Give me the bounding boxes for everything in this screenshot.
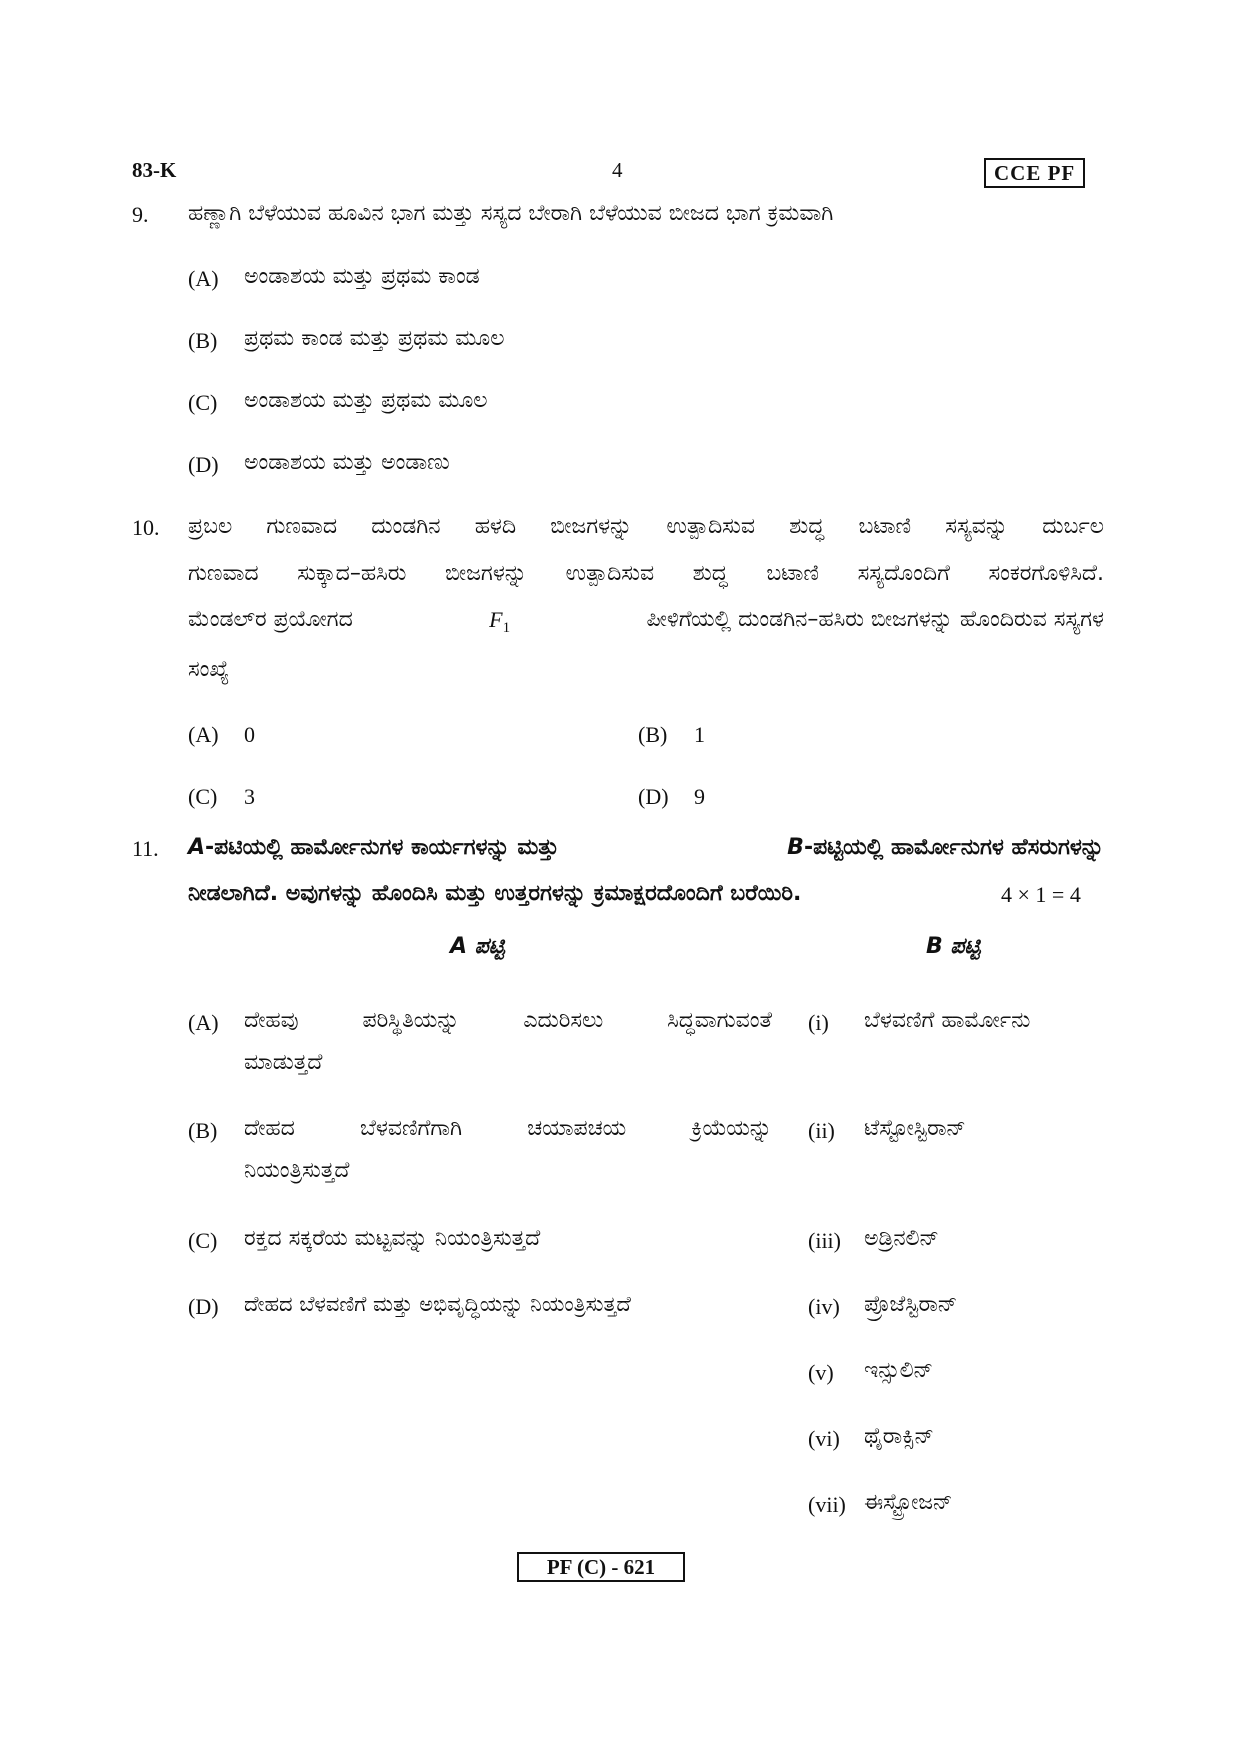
list-b-item-ii-text: ಟೆಸ್ಟೋಸ್ಟಿರಾನ್ (864, 1116, 966, 1141)
list-a-item-a-line-1: ದೇಹವು ಪರಿಸ್ಥಿತಿಯನ್ನು ಎದುರಿಸಲು ಸಿದ್ಧವಾಗುವಂತೆ (244, 1008, 772, 1033)
list-a-item-b-line-1: ದೇಹದ ಬೆಳವಣಿಗೆಗಾಗಿ ಚಯಾಪಚಯ ಕ್ರಿಯೆಯನ್ನು (244, 1116, 772, 1141)
q10-option-c-label: (C) (188, 784, 218, 809)
q10-line-3-pre: ಮೆಂಡಲ್‌ರ ಪ್ರಯೋಗದ (188, 607, 353, 632)
list-b-item-vi-text: ಥೈರಾಕ್ಸಿನ್ (864, 1424, 934, 1449)
q11-line-1-end: -ಪಟ್ಟಿಯಲ್ಲಿ ಹಾರ್ಮೋನುಗಳ ಹೆಸರುಗಳನ್ನು (803, 835, 1104, 860)
q9-option-d-label: (D) (188, 452, 219, 477)
list-b-item-v-label: (v) (808, 1360, 834, 1385)
q11-line-1-right (787, 826, 1104, 870)
q9-text: ಹಣ್ಣಾಗಿ ಬೆಳೆಯುವ ಹೂವಿನ ಭಾಗ ಮತ್ತು ಸಸ್ಯದ ಬೇರಾಗಿ ಬೆಳೆಯುವ ಬೀಜದ ಭಾಗ ಕ್ರಮವಾಗಿ (188, 201, 834, 226)
q10-line-2: ಗುಣವಾದ ಸುಕ್ಕಾದ–ಹಸಿರು ಬೀಜಗಳನ್ನು ಉತ್ಪಾದಿಸುವ ಶುದ್ಧ ಬಟಾಣಿ ಸಸ್ಯದೊಂದಿಗೆ ಸಂಕರಗೊಳಿಸಿದೆ. (188, 561, 1104, 586)
q11-line-1-left (188, 826, 559, 870)
q9-option-b-text: ಪ್ರಥಮ ಕಾಂಡ ಮತ್ತು ಪ್ರಥಮ ಮೂಲ (244, 326, 505, 351)
q10-line-4: ಸಂಖ್ಯೆ (188, 657, 230, 682)
list-b-item-i-text: ಬೆಳವಣಿಗೆ ಹಾರ್ಮೋನು (864, 1008, 1031, 1033)
list-b-item-vi-label: (vi) (808, 1426, 840, 1451)
q10-line-1: ಪ್ರಬಲ ಗುಣವಾದ ದುಂಡಗಿನ ಹಳದಿ ಬೀಜಗಳನ್ನು ಉತ್ಪಾದಿಸುವ ಶುದ್ಧ ಬಟಾಣಿ ಸಸ್ಯವನ್ನು ದುರ್ಬಲ (188, 514, 1104, 539)
list-b-item-vii-text: ಈಸ್ಟ್ರೋಜನ್ (864, 1490, 953, 1515)
page-number: 4 (612, 158, 623, 182)
q11-line-1 (188, 826, 1104, 870)
series-badge: CCE PF (984, 158, 1085, 188)
list-a-ref: A (188, 835, 206, 860)
q10-option-a-label: (A) (188, 722, 219, 747)
q11-marks: 4 × 1 = 4 (1001, 882, 1081, 907)
list-a-item-b-line-2: ನಿಯಂತ್ರಿಸುತ್ತದೆ (244, 1158, 350, 1183)
q10-option-b-value: 1 (694, 722, 705, 747)
q11-line-2: ನೀಡಲಾಗಿದೆ. ಅವುಗಳನ್ನು ಹೊಂದಿಸಿ ಮತ್ತು ಉತ್ತರಗಳನ್ನು ಕ್ರಮಾಕ್ಷರದೊಂದಿಗೆ ಬರೆಯಿರಿ. (188, 881, 802, 906)
q11-number: 11. (132, 836, 159, 861)
f1-symbol (489, 598, 510, 650)
list-b-item-i-label: (i) (808, 1010, 829, 1035)
q10-line-3-post: ಪೀಳಿಗೆಯಲ್ಲಿ ದುಂಡಗಿನ–ಹಸಿರು ಬೀಜಗಳನ್ನು ಹೊಂದಿರುವ ಸಸ್ಯಗಳ (646, 607, 1104, 632)
list-b-item-v-text: ಇನ್ಸುಲಿನ್ (864, 1358, 934, 1383)
paper-code: 83-K (132, 158, 177, 182)
list-a-item-d-line-1: ದೇಹದ ಬೆಳವಣಿಗೆ ಮತ್ತು ಅಭಿವೃದ್ಧಿಯನ್ನು ನಿಯಂತ್ರಿಸುತ್ತದೆ (244, 1292, 631, 1316)
q10-option-d-label: (D) (638, 784, 669, 809)
q9-number: 9. (132, 202, 149, 227)
list-b-item-iv-label: (iv) (808, 1294, 840, 1319)
q9-option-c-label: (C) (188, 390, 218, 415)
list-b-item-iii-label: (iii) (808, 1228, 841, 1253)
q10-option-d-value: 9 (694, 784, 705, 809)
q9-option-b-label: (B) (188, 328, 218, 353)
list-b-item-vii-label: (vii) (808, 1492, 846, 1517)
q11-line-1-part: -ಪಟಿಯಲ್ಲಿ ಹಾರ್ಮೋನುಗಳ ಕಾರ್ಯಗಳನ್ನು ಮತ್ತು (205, 835, 559, 860)
list-a-heading: A ಪಟ್ಟಿ (450, 934, 505, 959)
footer-code: PF (C) - 621 (517, 1552, 685, 1582)
q10-option-b-label: (B) (638, 722, 668, 747)
list-a-item-b-label: (B) (188, 1118, 218, 1143)
list-b-item-iv-text: ಪ್ರೊಜೆಸ್ಟಿರಾನ್ (864, 1292, 958, 1317)
q10-number: 10. (132, 515, 160, 540)
q10-option-a-value: 0 (244, 722, 255, 747)
list-a-item-a-line-2: ಮಾಡುತ್ತದೆ (244, 1050, 323, 1075)
q9-option-d-text: ಅಂಡಾಶಯ ಮತ್ತು ಅಂಡಾಣು (244, 450, 450, 475)
list-b-ref: B (787, 835, 804, 860)
q9-option-a-label: (A) (188, 266, 219, 291)
list-b-item-ii-label: (ii) (808, 1118, 835, 1143)
list-a-item-a-label: (A) (188, 1010, 219, 1035)
q9-option-c-text: ಅಂಡಾಶಯ ಮತ್ತು ಪ್ರಥಮ ಮೂಲ (244, 388, 488, 413)
f-letter: F (489, 607, 503, 632)
list-a-item-d-label: (D) (188, 1294, 219, 1319)
f-subscript: 1 (502, 620, 511, 636)
list-b-heading: B ಪಟ್ಟಿ (926, 934, 981, 959)
list-b-item-iii-text: ಅಡ್ರಿನಲಿನ್ (864, 1226, 939, 1251)
q9-option-a-text: ಅಂಡಾಶಯ ಮತ್ತು ಪ್ರಥಮ ಕಾಂಡ (244, 264, 480, 289)
q10-line-3 (188, 598, 1104, 650)
list-a-item-c-label: (C) (188, 1228, 218, 1253)
list-a-item-c-line-1: ರಕ್ತದ ಸಕ್ಕರೆಯ ಮಟ್ಟವನ್ನು ನಿಯಂತ್ರಿಸುತ್ತದೆ (244, 1226, 541, 1251)
q10-option-c-value: 3 (244, 784, 255, 809)
